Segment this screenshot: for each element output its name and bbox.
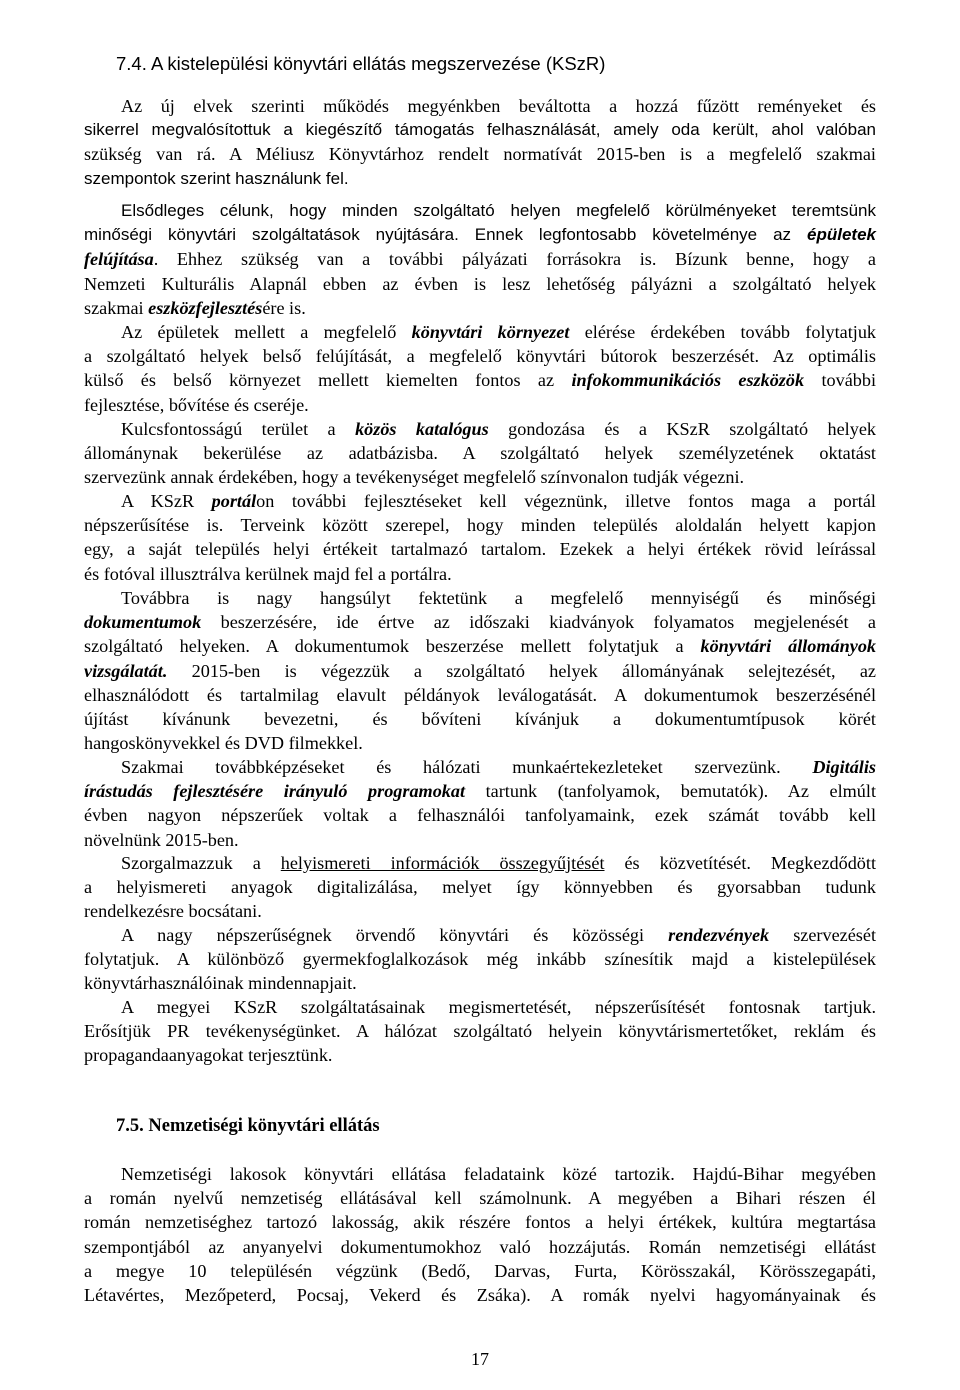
text-line: A KSzR portálon további fejlesztéseket kell végeznünk, illetve fontos maga a portál	[121, 491, 876, 511]
text-line: minőségi könyvtári szolgáltatások nyújtására. Ennek legfontosabb követelménye az épületek	[84, 225, 876, 245]
emphasis: írástudás fejlesztésére irányuló programokat	[84, 781, 466, 802]
paragraph-6	[84, 586, 876, 755]
text-line: a szolgáltató helyek belső felújítását, a megfelelő könyvtári bútorok beszerzését. Az optimális	[84, 346, 876, 367]
paragraph-3	[84, 320, 876, 417]
paragraph-1	[84, 94, 876, 191]
text-line: rendelkezésre bocsátani.	[84, 901, 262, 922]
text-line: évben nagyon népszerűek voltak a felhasználói tanfolyamaink, ezek számát tovább kell	[84, 805, 876, 826]
emphasis: portál	[211, 491, 257, 511]
text-line: román nemzetiséghez tartozó lakosság, akik részére fontos a helyi értékek, kultúra megtartása	[84, 1212, 876, 1233]
text-line: szolgáltató helyeken. A dokumentumok beszerzése mellett folytatjuk a könyvtári állományok	[84, 636, 877, 657]
text-line: újítást kívánunk bevezetni, és bővíteni kívánjuk a dokumentumtípusok körét	[84, 708, 876, 729]
text-line: a helyismereti anyagok digitalizálása, melyet így könnyebben és gyorsabban tudunk	[84, 877, 876, 898]
text-line: A nagy népszerűségnek örvendő könyvtári és közösségi rendezvények szervezését	[121, 925, 876, 945]
text-line: Létavértes, Mezőpeterd, Pocsaj, Vekerd és Zsáka). A romák nyelvi hagyományainak és	[84, 1284, 876, 1305]
emphasis: könyvtári környezet	[411, 322, 570, 342]
text-line: külső és belső környezet mellett kiemelten fontos az infokommunikációs eszközök további	[84, 370, 877, 391]
text-line: Erősítjük PR tevékenységünket. A hálózat szolgáltató helyein könyvtárismertetőket, reklám és	[84, 1021, 876, 1042]
text-line: szervezünk annak érdekében, hogy a tevékenységet megfelelő színvonalon tudják végezni.	[84, 467, 745, 488]
emphasis: felújítása	[84, 249, 154, 270]
emphasis: Digitális	[812, 757, 876, 777]
paragraph-8	[84, 851, 876, 924]
text-line: és fotóval illusztrálva kerülnek majd fel a portálra.	[84, 563, 452, 584]
section-heading-7-4: 7.4. A kistelepülési könyvtári ellátás megszervezése (KSzR)	[116, 53, 606, 74]
paragraph-11	[84, 1162, 876, 1307]
text-line: a megye 10 településén végzünk (Bedő, Darvas, Furta, Körösszakál, Körösszegapáti,	[84, 1260, 876, 1281]
text-line: könyvtárhasználóinak mindennapjait.	[84, 973, 357, 994]
section-heading-7-5: 7.5. Nemzetiségi könyvtári ellátás	[116, 1116, 380, 1136]
text-line: vizsgálatát. 2015-ben is végezzük a szolgáltató helyek állományának selejtezését, az	[84, 660, 877, 681]
text-line: a román nyelvű nemzetiség ellátásával kell számolnunk. A megyében a Bihari részen él	[84, 1188, 876, 1209]
text-line: népszerűsítése is. Terveink között szerepel, hogy minden település aloldalán helyett kapjon	[84, 515, 876, 536]
text-line: A megyei KSzR szolgáltatásainak megismertetését, népszerűsítését fontosnak tartjuk.	[121, 997, 876, 1017]
text-line: Továbbra is nagy hangsúlyt fektetünk a megfelelő mennyiségű és minőségi	[121, 588, 876, 608]
page-number: 17	[471, 1349, 489, 1369]
text-line: dokumentumok beszerzésére, ide értve az időszaki kiadványok folyamatos megjelenését a	[84, 612, 876, 633]
emphasis: könyvtári állományok	[700, 636, 877, 657]
text-line: szükség van rá. A Méliusz Könyvtárhoz rendelt normatívát 2015-ben is a megfelelő szakmai	[84, 144, 876, 165]
text-line: hangoskönyvekkel és DVD filmekkel.	[84, 733, 363, 754]
emphasis: vizsgálatát.	[84, 660, 168, 681]
text-line: szempontjából az anyanyelvi dokumentumokhoz való hozzájutás. Román nemzetiségi ellátást	[84, 1236, 876, 1257]
text-line: Elsődleges célunk, hogy minden szolgáltató helyen megfelelő körülményeket teremtsünk	[121, 201, 876, 220]
text-line: szakmai eszközfejlesztésére is.	[84, 297, 306, 318]
paragraph-7	[84, 755, 876, 852]
text-line: Szorgalmazzuk a helyismereti információk összegyűjtését és közvetítését. Megkezdődött	[121, 853, 876, 873]
underlined-text: helyismereti információk összegyűjtését	[280, 853, 605, 873]
text-line: Szakmai továbbképzéseket és hálózati munkaértekezleteket szervezünk. Digitális	[121, 757, 876, 777]
text-line: állománynak bekerülése az adatbázisba. A szolgáltató helyek személyzetének oktatást	[84, 443, 876, 464]
text-line: Kulcsfontosságú terület a közös katalógus gondozása és a KSzR szolgáltató helyek	[121, 419, 876, 439]
text-line: írástudás fejlesztésére irányuló programokat tartunk (tanfolyamok, bemutatók). Az elmúlt	[84, 781, 876, 802]
paragraph-10	[84, 995, 876, 1068]
text-line: Nemzetiségi lakosok könyvtári ellátása feladataink közé tartozik. Hajdú-Bihar megyében	[121, 1164, 876, 1184]
emphasis: infokommunikációs eszközök	[571, 370, 805, 391]
text-line: növelnünk 2015-ben.	[84, 829, 239, 850]
text-line: Az épületek mellett a megfelelő könyvtári környezet elérése érdekében tovább folytatjuk	[121, 322, 877, 342]
text-line: Az új elvek szerinti működés megyénkben beváltotta a hozzá fűzött reményeket és	[121, 96, 876, 116]
text-line: fejlesztése, bővítése és cseréje.	[84, 394, 309, 415]
text-line: elhasználódott és tartalmilag elavult példányok leválogatását. A dokumentumok beszerzésénél	[84, 684, 876, 705]
emphasis: eszközfejlesztés	[148, 297, 263, 318]
paragraph-2	[84, 199, 876, 320]
paragraph-4	[84, 417, 876, 490]
text-line: egy, a saját település helyi értékeit tartalmazó tartalom. Ezekek a helyi értékek rövid leírással	[84, 539, 876, 560]
emphasis: közös katalógus	[355, 419, 489, 439]
emphasis: rendezvények	[668, 925, 770, 945]
paragraph-9	[84, 923, 876, 996]
text-line: sikerrel megvalósítottuk a kiegészítő támogatás felhasználását, amely oda került, ahol valóban	[84, 120, 876, 140]
paragraph-5	[84, 489, 876, 586]
emphasis: épületek	[807, 225, 876, 245]
text-line: folytatjuk. A különböző gyermekfoglalkozások még inkább színesítik majd a kistelepülések	[84, 949, 876, 970]
text-line: propagandaanyagokat terjesztünk.	[84, 1045, 333, 1066]
text-line: felújítása. Ehhez szükség van a további pályázati forrásokra is. Bízunk benne, hogy a	[84, 249, 876, 270]
text-line: szempontok szerint használunk fel.	[84, 168, 349, 188]
emphasis: dokumentumok	[84, 612, 202, 633]
text-line: Nemzeti Kulturális Alapnál ebben az évben is lesz lehetőség pályázni a szolgáltató helyek	[84, 273, 876, 294]
